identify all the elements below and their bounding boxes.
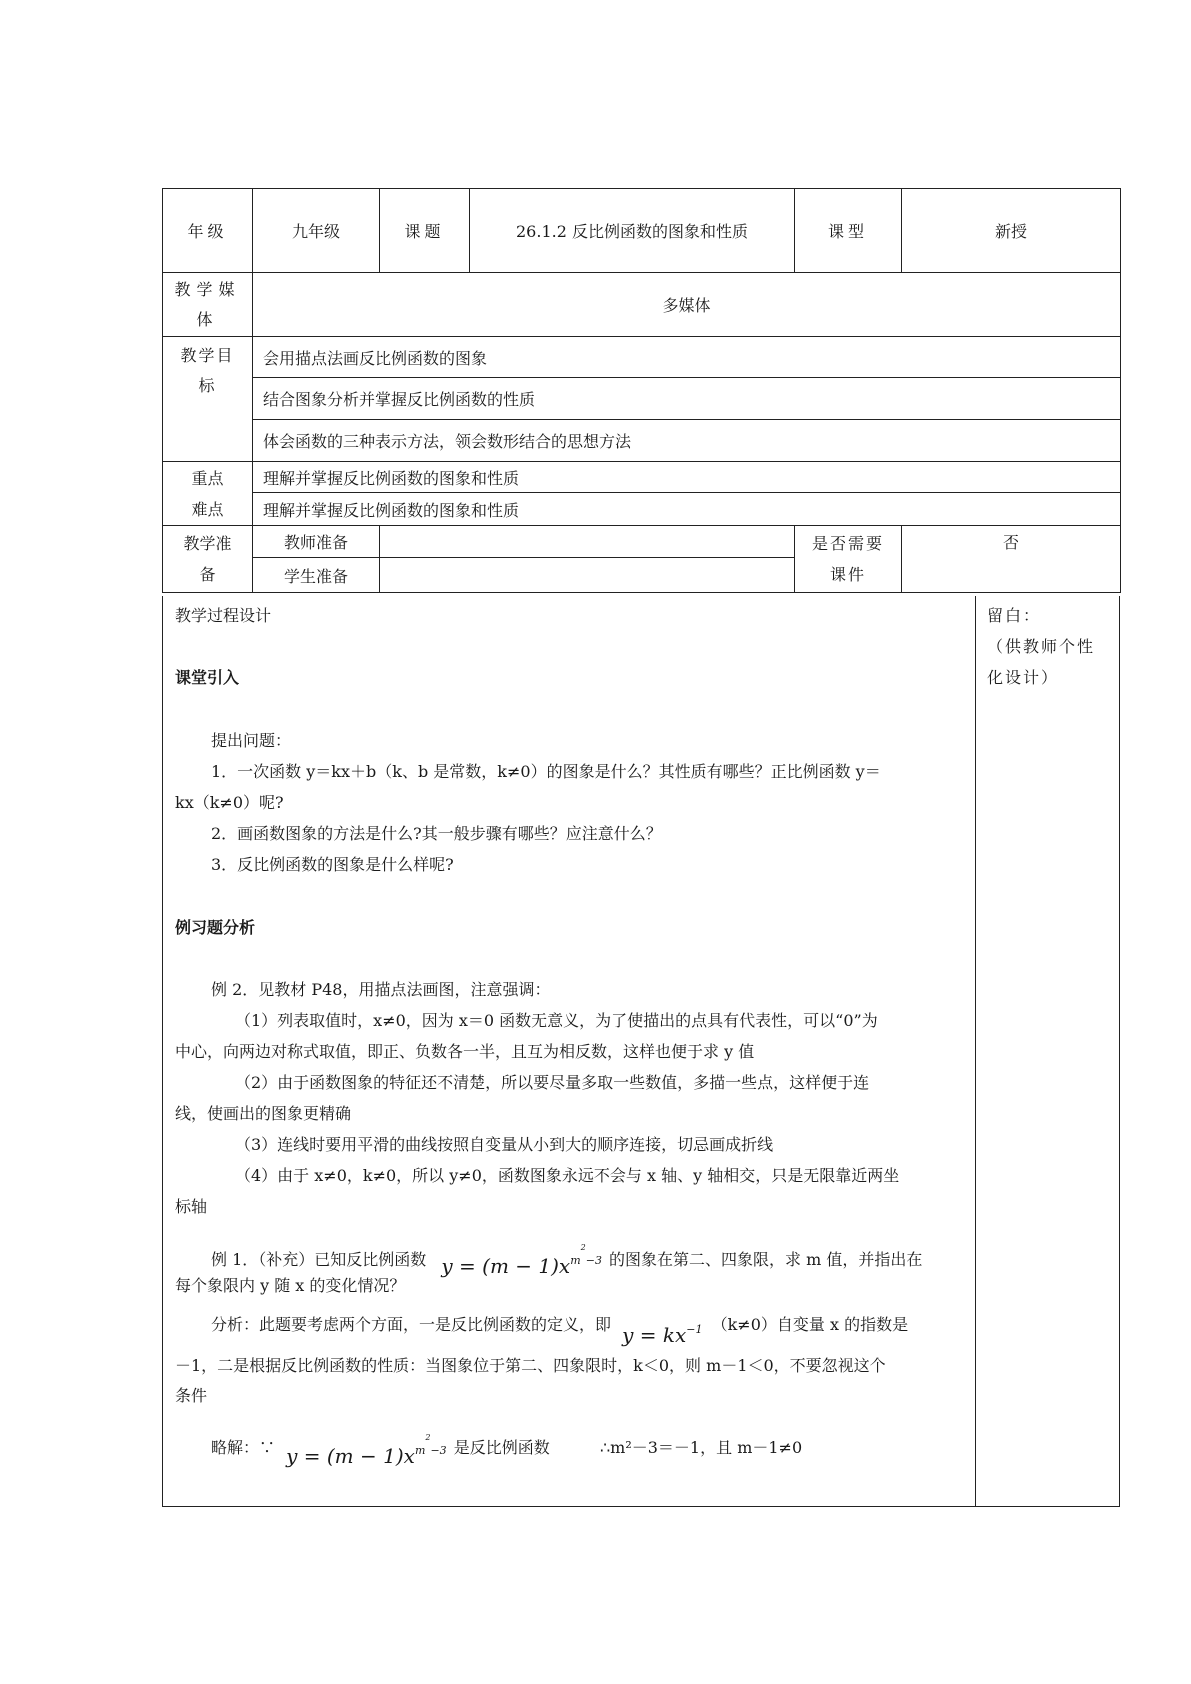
margin-note: （供教师个性化设计） xyxy=(987,637,1096,687)
lesson-plan-table xyxy=(162,188,1120,593)
solution-prefix: 略解：∵ xyxy=(211,1438,276,1457)
note-3: （3）连线时要用平滑的曲线按照自变量从小到大的顺序连接，切忌画成折线 xyxy=(235,1135,774,1154)
column-divider xyxy=(975,596,976,1506)
intro-heading: 课堂引入 xyxy=(175,668,240,687)
grade-value: 九年级 xyxy=(253,189,380,273)
note-1b: 中心，向两边对称式取值，即正、负数各一半，且互为相反数，这样也便于求 y 值 xyxy=(175,1042,755,1061)
questions-lead: 提出问题： xyxy=(211,731,292,750)
solution-line xyxy=(175,1412,803,1468)
focus-value: 理解并掌握反比例函数的图象和性质 xyxy=(253,462,1121,493)
type-value: 新授 xyxy=(902,189,1121,273)
note-1a: （1）列表取值时，x≠0，因为 x＝0 函数无意义，为了使描出的点具有代表性，可以“0”为 xyxy=(235,1011,878,1030)
student-prep-label: 学生准备 xyxy=(253,558,380,593)
question-2: 2．画函数图象的方法是什么?其一般步骤有哪些？应注意什么？ xyxy=(211,824,662,843)
process-section xyxy=(162,596,1120,1507)
formula-y-m-1-x-power: $y = (m - 1)x^{m^2-3}$ xyxy=(441,1243,602,1278)
analysis-prefix: 分析：此题要考虑两个方面，一是反比例函数的定义，即 xyxy=(211,1315,612,1334)
courseware-answer: 否 xyxy=(902,526,1121,593)
example-1-prefix: 例 1．（补充）已知反比例函数 xyxy=(211,1250,427,1269)
example-1-suffix: 的图象在第二、四象限，求 m 值，并指出在 xyxy=(609,1250,923,1269)
note-2b: 线，使画出的图象更精确 xyxy=(175,1104,352,1123)
analysis-continued: －1，二是根据反比例函数的性质：当图象位于第二、四象限时，k＜0，则 m－1＜0，不要忽视这个 xyxy=(175,1356,886,1375)
note-2a: （2）由于函数图象的特征还不清楚，所以要尽量多取一些数值，多描一些点，这样便于连 xyxy=(235,1073,870,1092)
example-1-line xyxy=(175,1224,923,1278)
example-heading: 例习题分析 xyxy=(175,918,256,937)
teacher-prep-value xyxy=(380,526,795,558)
analysis-end: 条件 xyxy=(175,1386,208,1405)
grade-label: 年级 xyxy=(163,189,253,273)
student-prep-value xyxy=(380,558,795,593)
goals-label: 教学目标 xyxy=(163,337,253,462)
focus-label: 重点 xyxy=(163,462,253,493)
note-4a: （4）由于 x≠0，k≠0，所以 y≠0，函数图象永远不会与 x 轴、y 轴相交，只是无限靠近两坐 xyxy=(235,1166,900,1185)
goal-item: 体会函数的三种表示方法，领会数形结合的思想方法 xyxy=(253,420,1121,462)
type-label: 课型 xyxy=(795,189,902,273)
formula-y-kx-inverse: $y = kx^{-1}$ xyxy=(622,1323,703,1347)
question-1a: 1．一次函数 y＝kx＋b（k、b 是常数，k≠0）的图象是什么？其性质有哪些？正比例函数 y＝ xyxy=(211,762,881,781)
process-title: 教学过程设计 xyxy=(175,606,272,625)
difficulty-label: 难点 xyxy=(163,493,253,526)
formula-solution: $y = (m - 1)x^{m^2-3}$ xyxy=(286,1433,447,1468)
margin-title: 留白： xyxy=(987,606,1042,625)
example-1-continued: 每个象限内 y 随 x 的变化情况？ xyxy=(175,1276,406,1295)
teacher-prep-label: 教师准备 xyxy=(253,526,380,558)
question-1b: kx（k≠0）呢? xyxy=(175,793,284,812)
topic-value: 26.1.2 反比例函数的图象和性质 xyxy=(470,189,795,273)
note-4b: 标轴 xyxy=(175,1197,208,1216)
question-3: 3．反比例函数的图象是什么样呢? xyxy=(211,855,454,874)
solution-middle: 是反比例函数 xyxy=(453,1438,550,1457)
difficulty-value: 理解并掌握反比例函数的图象和性质 xyxy=(253,493,1121,526)
topic-label: 课题 xyxy=(380,189,470,273)
courseware-question: 是否需要课件 xyxy=(795,526,902,593)
analysis-line xyxy=(175,1302,909,1347)
goal-item: 会用描点法画反比例函数的图象 xyxy=(253,337,1121,378)
media-value: 多媒体 xyxy=(253,273,1121,337)
media-label: 教学媒体 xyxy=(163,273,253,337)
analysis-suffix: （k≠0）自变量 x 的指数是 xyxy=(711,1315,909,1334)
example-2: 例 2．见教材 P48，用描点法画图，注意强调： xyxy=(211,980,551,999)
prep-label: 教学准备 xyxy=(163,526,253,593)
goal-item: 结合图象分析并掌握反比例函数的性质 xyxy=(253,378,1121,420)
solution-conclusion: ∴m²－3＝－1，且 m－1≠0 xyxy=(599,1438,803,1457)
